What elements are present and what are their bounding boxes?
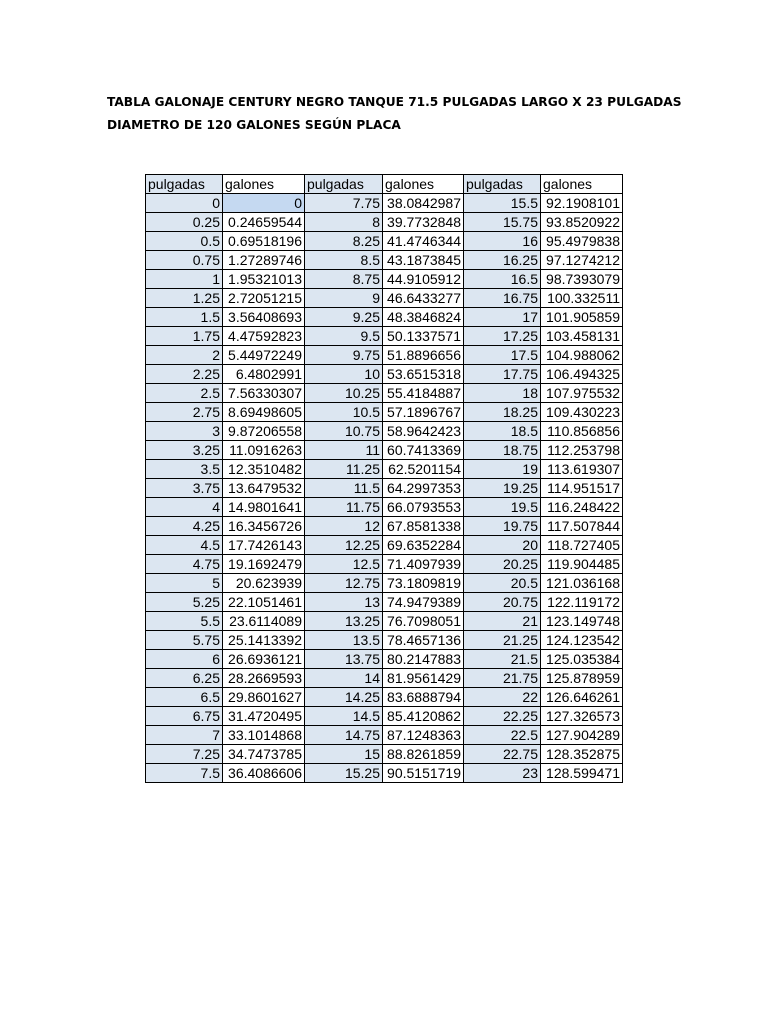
cell-galones[interactable]: 125.035384	[541, 650, 623, 669]
cell-galones[interactable]: 0	[223, 194, 305, 213]
cell-galones[interactable]: 50.1337571	[383, 327, 464, 346]
header-galones: galones	[223, 175, 305, 194]
cell-galones[interactable]: 128.352875	[541, 745, 623, 764]
cell-galones[interactable]: 20.623939	[223, 574, 305, 593]
cell-galones[interactable]: 28.2669593	[223, 669, 305, 688]
header-galones: galones	[383, 175, 464, 194]
cell-galones[interactable]: 17.7426143	[223, 536, 305, 555]
cell-pulgadas[interactable]: 11.75	[305, 498, 383, 517]
cell-pulgadas[interactable]: 16.75	[464, 289, 541, 308]
cell-galones[interactable]: 110.856856	[541, 422, 623, 441]
cell-pulgadas[interactable]: 13	[305, 593, 383, 612]
cell-pulgadas[interactable]: 15.25	[305, 764, 383, 783]
cell-pulgadas[interactable]: 3.5	[146, 460, 223, 479]
cell-pulgadas[interactable]: 19.75	[464, 517, 541, 536]
cell-pulgadas[interactable]: 0.5	[146, 232, 223, 251]
cell-galones[interactable]: 53.6515318	[383, 365, 464, 384]
table-row	[146, 270, 623, 289]
cell-galones[interactable]: 4.47592823	[223, 327, 305, 346]
cell-galones[interactable]: 95.4979838	[541, 232, 623, 251]
cell-pulgadas[interactable]: 4.25	[146, 517, 223, 536]
table-row	[146, 460, 623, 479]
table-row	[146, 441, 623, 460]
cell-pulgadas[interactable]: 19.5	[464, 498, 541, 517]
cell-pulgadas[interactable]: 2.25	[146, 365, 223, 384]
cell-galones[interactable]: 104.988062	[541, 346, 623, 365]
cell-galones[interactable]: 107.975532	[541, 384, 623, 403]
cell-galones[interactable]: 93.8520922	[541, 213, 623, 232]
table-row	[146, 289, 623, 308]
table-row	[146, 251, 623, 270]
cell-galones[interactable]: 114.951517	[541, 479, 623, 498]
cell-galones[interactable]: 67.8581338	[383, 517, 464, 536]
cell-galones[interactable]: 90.5151719	[383, 764, 464, 783]
table-row	[146, 612, 623, 631]
table-row	[146, 213, 623, 232]
table-row	[146, 745, 623, 764]
cell-pulgadas[interactable]: 7	[146, 726, 223, 745]
cell-galones[interactable]: 113.619307	[541, 460, 623, 479]
cell-pulgadas[interactable]: 8	[305, 213, 383, 232]
cell-galones[interactable]: 106.494325	[541, 365, 623, 384]
cell-pulgadas[interactable]: 0.75	[146, 251, 223, 270]
cell-pulgadas[interactable]: 14.75	[305, 726, 383, 745]
cell-pulgadas[interactable]: 18	[464, 384, 541, 403]
cell-galones[interactable]: 46.6433277	[383, 289, 464, 308]
cell-pulgadas[interactable]: 14	[305, 669, 383, 688]
cell-pulgadas[interactable]: 15	[305, 745, 383, 764]
cell-pulgadas[interactable]: 2.5	[146, 384, 223, 403]
cell-pulgadas[interactable]: 20.75	[464, 593, 541, 612]
table-row	[146, 365, 623, 384]
header-pulgadas: pulgadas	[464, 175, 541, 194]
cell-galones[interactable]: 38.0842987	[383, 194, 464, 213]
cell-pulgadas[interactable]: 19	[464, 460, 541, 479]
cell-pulgadas[interactable]: 7.25	[146, 745, 223, 764]
cell-pulgadas[interactable]: 11.25	[305, 460, 383, 479]
cell-pulgadas[interactable]: 12.75	[305, 574, 383, 593]
cell-galones[interactable]: 76.7098051	[383, 612, 464, 631]
cell-galones[interactable]: 116.248422	[541, 498, 623, 517]
cell-pulgadas[interactable]: 3	[146, 422, 223, 441]
cell-galones[interactable]: 25.1413392	[223, 631, 305, 650]
cell-galones[interactable]: 123.149748	[541, 612, 623, 631]
cell-galones[interactable]: 62.5201154	[383, 460, 464, 479]
table-row	[146, 517, 623, 536]
cell-pulgadas[interactable]: 1	[146, 270, 223, 289]
table-row	[146, 422, 623, 441]
table-row	[146, 403, 623, 422]
cell-galones[interactable]: 16.3456726	[223, 517, 305, 536]
cell-pulgadas[interactable]: 2	[146, 346, 223, 365]
cell-pulgadas[interactable]: 22.5	[464, 726, 541, 745]
cell-galones[interactable]: 81.9561429	[383, 669, 464, 688]
cell-galones[interactable]: 92.1908101	[541, 194, 623, 213]
cell-pulgadas[interactable]: 21.75	[464, 669, 541, 688]
table-row	[146, 536, 623, 555]
cell-galones[interactable]: 31.4720495	[223, 707, 305, 726]
table-row	[146, 574, 623, 593]
cell-galones[interactable]: 0.24659544	[223, 213, 305, 232]
cell-galones[interactable]: 124.123542	[541, 631, 623, 650]
cell-galones[interactable]: 118.727405	[541, 536, 623, 555]
cell-pulgadas[interactable]: 22.25	[464, 707, 541, 726]
table-row	[146, 707, 623, 726]
cell-galones[interactable]: 60.7413369	[383, 441, 464, 460]
cell-galones[interactable]: 1.27289746	[223, 251, 305, 270]
title-line-2: DIAMETRO DE 120 GALONES SEGÚN PLACA	[107, 118, 401, 132]
cell-pulgadas[interactable]: 8.25	[305, 232, 383, 251]
cell-galones[interactable]: 3.56408693	[223, 308, 305, 327]
table-row	[146, 650, 623, 669]
cell-pulgadas[interactable]: 8.75	[305, 270, 383, 289]
header-pulgadas: pulgadas	[146, 175, 223, 194]
cell-pulgadas[interactable]: 18.5	[464, 422, 541, 441]
cell-pulgadas[interactable]: 1.25	[146, 289, 223, 308]
header-pulgadas: pulgadas	[305, 175, 383, 194]
cell-galones[interactable]: 57.1896767	[383, 403, 464, 422]
cell-pulgadas[interactable]: 10.5	[305, 403, 383, 422]
cell-pulgadas[interactable]: 5.5	[146, 612, 223, 631]
cell-galones[interactable]: 125.878959	[541, 669, 623, 688]
cell-galones[interactable]: 23.6114089	[223, 612, 305, 631]
cell-galones[interactable]: 122.119172	[541, 593, 623, 612]
cell-pulgadas[interactable]: 14.5	[305, 707, 383, 726]
table-row	[146, 726, 623, 745]
cell-pulgadas[interactable]: 23	[464, 764, 541, 783]
table-header-row	[146, 175, 623, 194]
cell-galones[interactable]: 100.332511	[541, 289, 623, 308]
cell-pulgadas[interactable]: 9.25	[305, 308, 383, 327]
cell-galones[interactable]: 78.4657136	[383, 631, 464, 650]
cell-pulgadas[interactable]: 10	[305, 365, 383, 384]
cell-galones[interactable]: 44.9105912	[383, 270, 464, 289]
cell-pulgadas[interactable]: 17.5	[464, 346, 541, 365]
cell-galones[interactable]: 127.326573	[541, 707, 623, 726]
cell-galones[interactable]: 83.6888794	[383, 688, 464, 707]
table-row	[146, 631, 623, 650]
cell-galones[interactable]: 34.7473785	[223, 745, 305, 764]
cell-pulgadas[interactable]: 1.5	[146, 308, 223, 327]
cell-pulgadas[interactable]: 14.25	[305, 688, 383, 707]
title-line-1: TABLA GALONAJE CENTURY NEGRO TANQUE 71.5 PULGADAS LARGO X 23 PULGADAS	[107, 95, 682, 109]
cell-pulgadas[interactable]: 5.75	[146, 631, 223, 650]
table-row	[146, 688, 623, 707]
header-galones: galones	[541, 175, 623, 194]
cell-galones[interactable]: 109.430223	[541, 403, 623, 422]
cell-galones[interactable]: 29.8601627	[223, 688, 305, 707]
cell-galones[interactable]: 22.1051461	[223, 593, 305, 612]
cell-galones[interactable]: 9.87206558	[223, 422, 305, 441]
cell-pulgadas[interactable]: 20.25	[464, 555, 541, 574]
cell-galones[interactable]: 58.9642423	[383, 422, 464, 441]
document-title	[107, 91, 707, 137]
cell-pulgadas[interactable]: 10.25	[305, 384, 383, 403]
cell-pulgadas[interactable]: 19.25	[464, 479, 541, 498]
cell-galones[interactable]: 1.95321013	[223, 270, 305, 289]
cell-galones[interactable]: 33.1014868	[223, 726, 305, 745]
cell-pulgadas[interactable]: 0	[146, 194, 223, 213]
cell-pulgadas[interactable]: 16.5	[464, 270, 541, 289]
cell-pulgadas[interactable]: 1.75	[146, 327, 223, 346]
cell-pulgadas[interactable]: 12.5	[305, 555, 383, 574]
table-row	[146, 669, 623, 688]
table-row	[146, 232, 623, 251]
cell-galones[interactable]: 101.905859	[541, 308, 623, 327]
cell-pulgadas[interactable]: 6	[146, 650, 223, 669]
cell-pulgadas[interactable]: 15.75	[464, 213, 541, 232]
cell-galones[interactable]: 103.458131	[541, 327, 623, 346]
cell-pulgadas[interactable]: 2.75	[146, 403, 223, 422]
table-row	[146, 194, 623, 213]
cell-galones[interactable]: 19.1692479	[223, 555, 305, 574]
cell-pulgadas[interactable]: 13.75	[305, 650, 383, 669]
table-row	[146, 384, 623, 403]
cell-pulgadas[interactable]: 18.25	[464, 403, 541, 422]
cell-pulgadas[interactable]: 4.5	[146, 536, 223, 555]
cell-pulgadas[interactable]: 22.75	[464, 745, 541, 764]
cell-galones[interactable]: 43.1873845	[383, 251, 464, 270]
table-row	[146, 764, 623, 783]
table-row	[146, 498, 623, 517]
cell-galones[interactable]: 39.7732848	[383, 213, 464, 232]
cell-pulgadas[interactable]: 13.5	[305, 631, 383, 650]
cell-pulgadas[interactable]: 18.75	[464, 441, 541, 460]
cell-galones[interactable]: 119.904485	[541, 555, 623, 574]
table-row	[146, 327, 623, 346]
cell-galones[interactable]: 71.4097939	[383, 555, 464, 574]
cell-galones[interactable]: 98.7393079	[541, 270, 623, 289]
cell-pulgadas[interactable]: 13.25	[305, 612, 383, 631]
cell-pulgadas[interactable]: 4	[146, 498, 223, 517]
cell-galones[interactable]: 69.6352284	[383, 536, 464, 555]
cell-galones[interactable]: 85.4120862	[383, 707, 464, 726]
cell-pulgadas[interactable]: 12.25	[305, 536, 383, 555]
cell-pulgadas[interactable]: 6.5	[146, 688, 223, 707]
table-row	[146, 308, 623, 327]
cell-galones[interactable]: 48.3846824	[383, 308, 464, 327]
cell-pulgadas[interactable]: 20.5	[464, 574, 541, 593]
cell-galones[interactable]: 121.036168	[541, 574, 623, 593]
cell-pulgadas[interactable]: 16.25	[464, 251, 541, 270]
cell-pulgadas[interactable]: 16	[464, 232, 541, 251]
cell-galones[interactable]: 127.904289	[541, 726, 623, 745]
table-row	[146, 346, 623, 365]
cell-galones[interactable]: 41.4746344	[383, 232, 464, 251]
table-row	[146, 593, 623, 612]
cell-galones[interactable]: 11.0916263	[223, 441, 305, 460]
cell-pulgadas[interactable]: 22	[464, 688, 541, 707]
cell-pulgadas[interactable]: 9.5	[305, 327, 383, 346]
table-body	[146, 194, 623, 783]
cell-pulgadas[interactable]: 7.75	[305, 194, 383, 213]
cell-pulgadas[interactable]: 4.75	[146, 555, 223, 574]
cell-pulgadas[interactable]: 20	[464, 536, 541, 555]
cell-galones[interactable]: 97.1274212	[541, 251, 623, 270]
cell-pulgadas[interactable]: 21.5	[464, 650, 541, 669]
cell-galones[interactable]: 26.6936121	[223, 650, 305, 669]
cell-pulgadas[interactable]: 11	[305, 441, 383, 460]
cell-galones[interactable]: 8.69498605	[223, 403, 305, 422]
cell-galones[interactable]: 74.9479389	[383, 593, 464, 612]
cell-pulgadas[interactable]: 12	[305, 517, 383, 536]
cell-galones[interactable]: 2.72051215	[223, 289, 305, 308]
cell-galones[interactable]: 80.2147883	[383, 650, 464, 669]
cell-pulgadas[interactable]: 5	[146, 574, 223, 593]
cell-galones[interactable]: 7.56330307	[223, 384, 305, 403]
table-row	[146, 479, 623, 498]
cell-pulgadas[interactable]: 21	[464, 612, 541, 631]
cell-galones[interactable]: 117.507844	[541, 517, 623, 536]
cell-pulgadas[interactable]: 8.5	[305, 251, 383, 270]
cell-pulgadas[interactable]: 10.75	[305, 422, 383, 441]
cell-galones[interactable]: 112.253798	[541, 441, 623, 460]
cell-galones[interactable]: 36.4086606	[223, 764, 305, 783]
cell-pulgadas[interactable]: 3.75	[146, 479, 223, 498]
cell-pulgadas[interactable]: 5.25	[146, 593, 223, 612]
cell-pulgadas[interactable]: 17	[464, 308, 541, 327]
cell-galones[interactable]: 5.44972249	[223, 346, 305, 365]
cell-galones[interactable]: 126.646261	[541, 688, 623, 707]
cell-galones[interactable]: 51.8896656	[383, 346, 464, 365]
cell-pulgadas[interactable]: 6.75	[146, 707, 223, 726]
cell-galones[interactable]: 6.4802991	[223, 365, 305, 384]
cell-galones[interactable]: 73.1809819	[383, 574, 464, 593]
cell-pulgadas[interactable]: 3.25	[146, 441, 223, 460]
cell-galones[interactable]: 13.6479532	[223, 479, 305, 498]
cell-pulgadas[interactable]: 11.5	[305, 479, 383, 498]
cell-pulgadas[interactable]: 0.25	[146, 213, 223, 232]
cell-pulgadas[interactable]: 7.5	[146, 764, 223, 783]
cell-galones[interactable]: 87.1248363	[383, 726, 464, 745]
cell-galones[interactable]: 66.0793553	[383, 498, 464, 517]
cell-galones[interactable]: 64.2997353	[383, 479, 464, 498]
cell-pulgadas[interactable]: 9	[305, 289, 383, 308]
cell-pulgadas[interactable]: 9.75	[305, 346, 383, 365]
cell-galones[interactable]: 88.8261859	[383, 745, 464, 764]
cell-pulgadas[interactable]: 17.75	[464, 365, 541, 384]
cell-pulgadas[interactable]: 6.25	[146, 669, 223, 688]
cell-galones[interactable]: 55.4184887	[383, 384, 464, 403]
cell-galones[interactable]: 12.3510482	[223, 460, 305, 479]
cell-pulgadas[interactable]: 15.5	[464, 194, 541, 213]
cell-galones[interactable]: 14.9801641	[223, 498, 305, 517]
gallon-table	[145, 174, 623, 783]
table-row	[146, 555, 623, 574]
cell-pulgadas[interactable]: 17.25	[464, 327, 541, 346]
cell-galones[interactable]: 128.599471	[541, 764, 623, 783]
cell-pulgadas[interactable]: 21.25	[464, 631, 541, 650]
cell-galones[interactable]: 0.69518196	[223, 232, 305, 251]
